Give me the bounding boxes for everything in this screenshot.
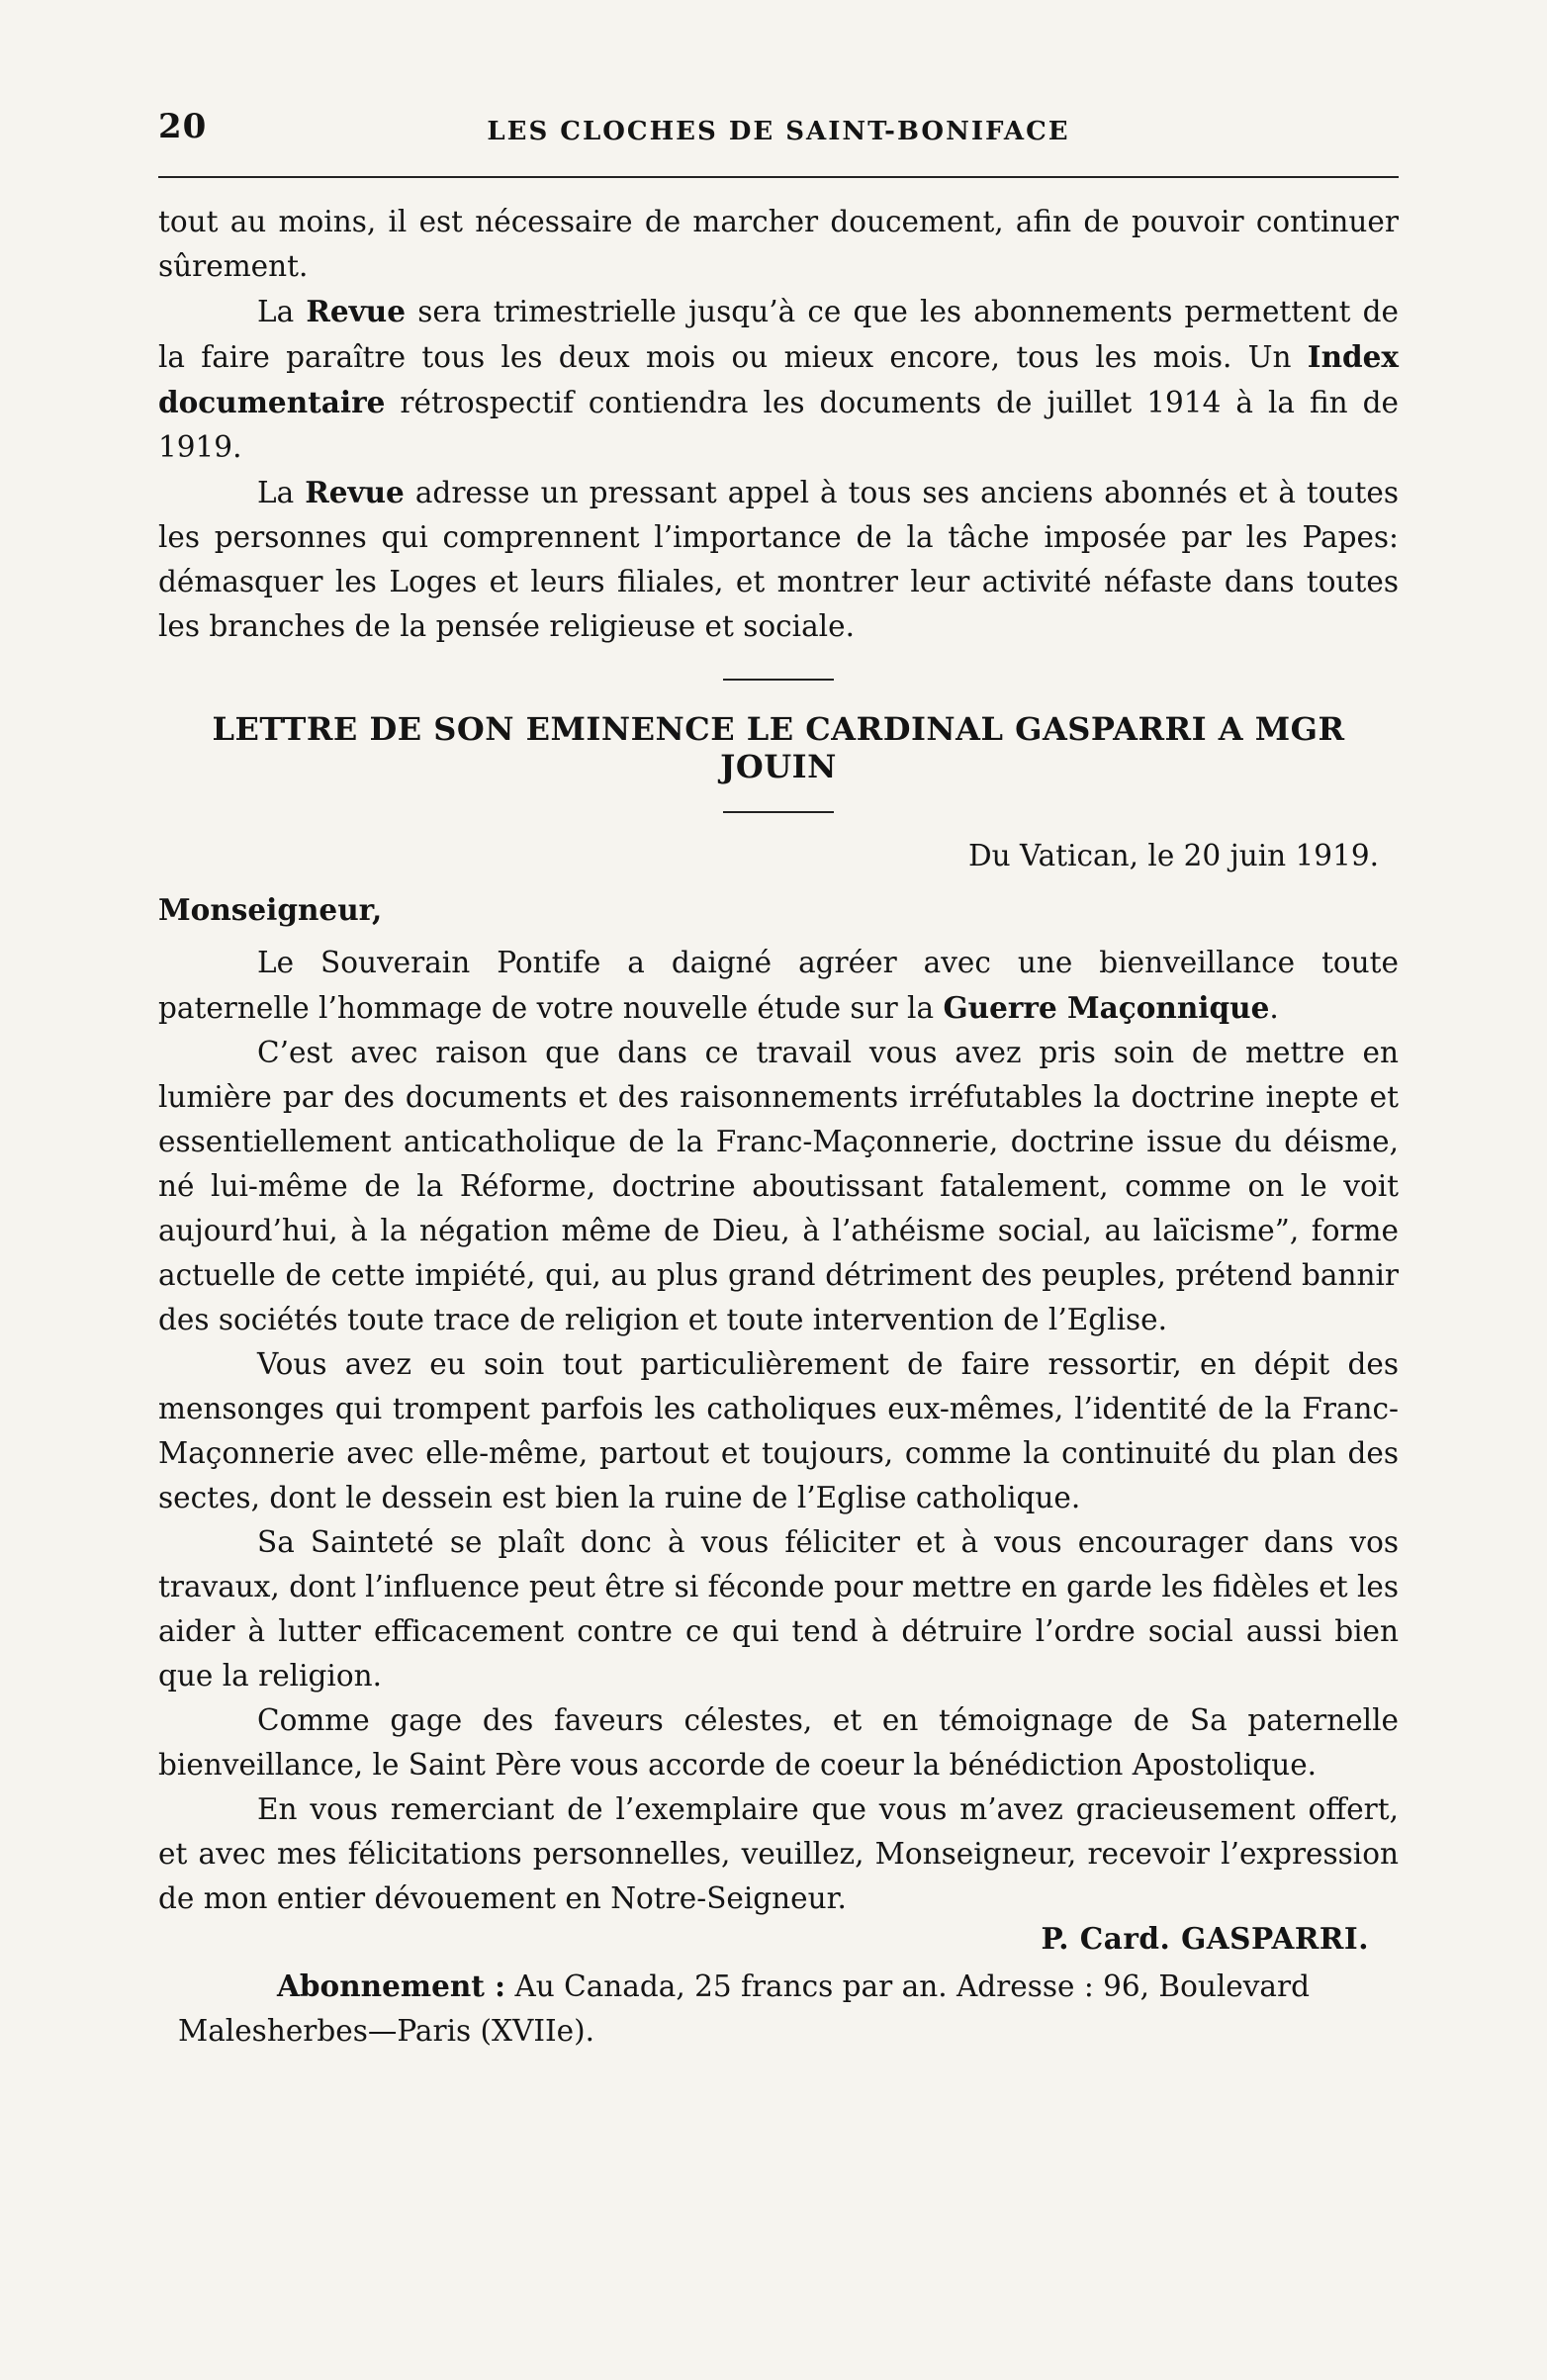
letter-paragraph-1: Le Souverain Pontife a daigné agréer avec une bienveillance toute paternelle l’hommage de votre nouvelle étude sur la Guerre Maçonnique.	[158, 946, 1399, 1025]
letter-paragraph-4: Sa Sainteté se plaît donc à vous féliciter et à vous encourager dans vos travaux, dont l’influence peut être si féconde pour mettre en garde les fidèles et les aider à lutter efficacement contre ce qui tend à détruire l’ordre social aussi bien que la religion.	[158, 1525, 1399, 1693]
book-title: Guerre Maçonnique	[943, 990, 1270, 1025]
letter-paragraph-2: C’est avec raison que dans ce travail vous avez pris soin de mettre en lumière par des documents et des raisonnements irréfutables la doctrine inepte et essentiellement anticatholique de la Franc-Maçonnerie, doctrine issue du déisme, né lui-même de la Réforme, doctrine aboutissant fatalement, comme on le voit aujourd’hui, à la négation même de Dieu, à l’athéisme social, au laïcisme”, forme actuelle de cette impiété, qui, au plus grand détriment des peuples, prétend bannir des sociétés toute trace de religion et toute intervention de l’Eglise.	[158, 1036, 1399, 1336]
revue-name: Revue	[306, 294, 407, 328]
intro-paragraph-continued: tout au moins, il est nécessaire de marcher doucement, afin de pouvoir continuer sûrement.	[158, 205, 1399, 283]
letter-dateline: Du Vatican, le 20 juin 1919.	[968, 839, 1379, 872]
header-rule	[158, 176, 1399, 178]
revue-name: Revue	[305, 475, 405, 509]
letter-title: LETTRE DE SON EMINENCE LE CARDINAL GASPARRI A MGR JOUIN	[212, 710, 1345, 785]
section-rule-bottom	[723, 811, 834, 813]
page-number: 20	[158, 107, 208, 146]
section-rule-top	[723, 679, 834, 681]
letter-salutation: Monseigneur,	[158, 892, 383, 927]
intro-paragraph-appeal: La Revue adresse un pressant appel à tous ses anciens abonnés et à toutes les personnes qui comprennent l’importance de la tâche imposée par les Papes: démasquer les Loges et leurs filiales, et montrer leur activité néfaste dans toutes les branches de la pensée religieuse et sociale.	[158, 475, 1400, 643]
letter-paragraph-6: En vous remerciant de l’exemplaire que vous m’avez gracieusement offert, et avec mes félicitations personnelles, veuillez, Monseigneur, recevoir l’expression de mon entier dévouement en Notre-Seigneur.	[158, 1792, 1399, 1915]
letter-paragraph-5: Comme gage des faveurs célestes, et en témoignage de Sa paternelle bienveillance, le Saint Père vous accorde de coeur la bénédiction Apostolique.	[158, 1703, 1399, 1782]
intro-paragraph-revue-schedule: La Revue sera trimestrielle jusqu’à ce que les abonnements permettent de la faire paraître tous les deux mois ou mieux encore, tous les mois. Un Index documentaire rétrospectif contiendra les documents de juillet 1914 à la fin de 1919.	[158, 294, 1399, 464]
running-title: LES CLOCHES DE SAINT-BONIFACE	[487, 117, 1070, 146]
subscription-note: Abonnement : Au Canada, 25 francs par an. Adresse : 96, Boulevard Malesherbes—Paris (XVIIe).	[178, 1968, 1310, 2048]
running-head	[158, 107, 1399, 156]
index-documentaire: Index documentaire	[158, 339, 1399, 419]
letter-paragraph-3: Vous avez eu soin tout particulièrement de faire ressortir, en dépit des mensonges qui trompent parfois les catholiques eux-mêmes, l’identité de la Franc-Maçonnerie avec elle-même, partout et toujours, comme la continuité du plan des sectes, dont le dessein est bien la ruine de l’Eglise catholique.	[158, 1347, 1399, 1514]
letter-signature: P. Card. GASPARRI.	[1041, 1921, 1369, 1956]
subscription-label: Abonnement :	[277, 1968, 506, 2003]
